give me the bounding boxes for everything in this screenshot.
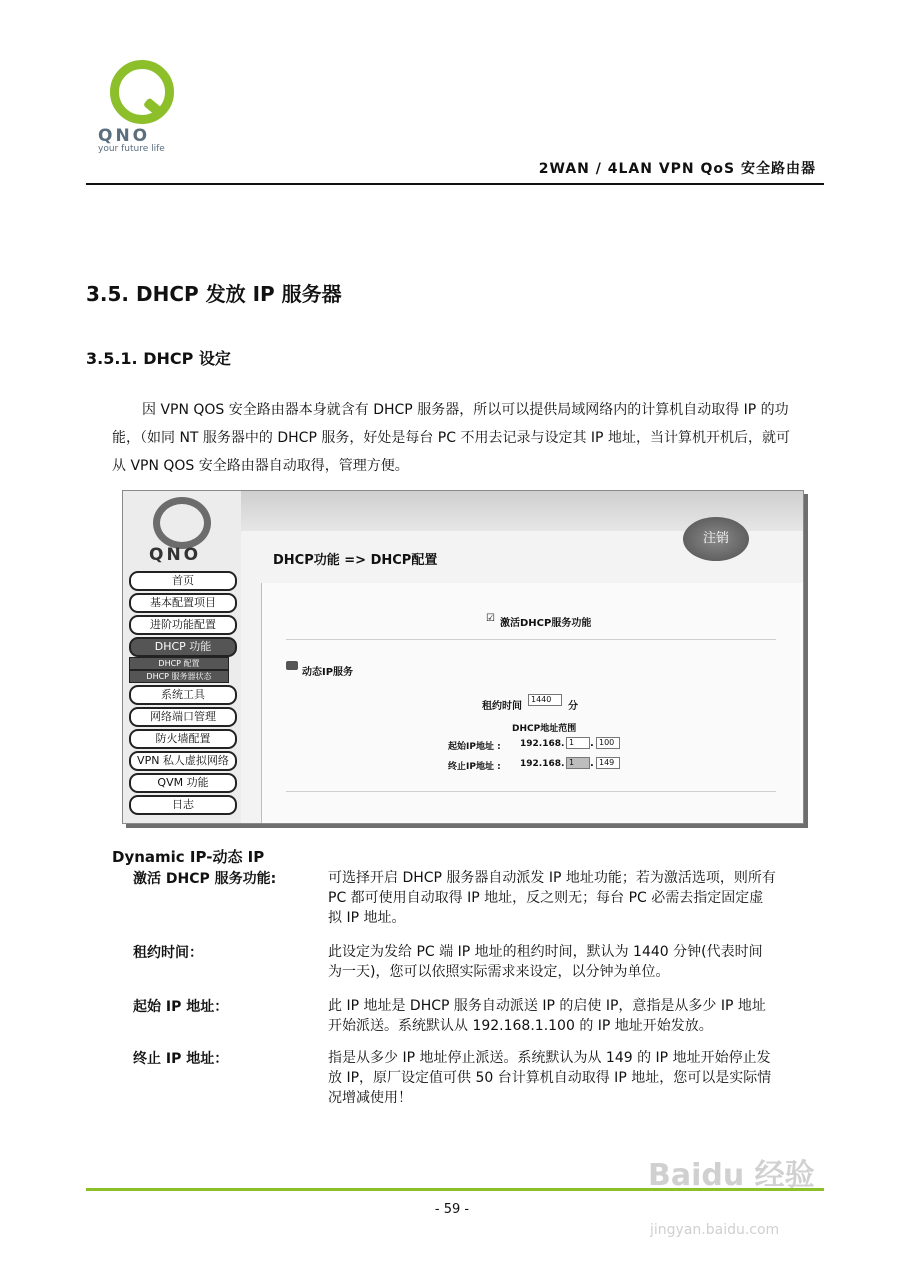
start-ip-last-octet[interactable]: 100 <box>596 737 620 749</box>
menu-port-management[interactable]: 网络端口管理 <box>129 707 237 727</box>
end-ip-last-octet[interactable]: 149 <box>596 757 620 769</box>
screenshot-q-icon <box>153 497 211 549</box>
start-ip-label: 起始IP地址 : <box>448 742 501 752</box>
page-number: - 59 - <box>434 1202 470 1217</box>
subsection-title: 3.5.1. DHCP 设定 <box>86 349 231 368</box>
dynamic-ip-label: 动态IP服务 <box>302 667 354 678</box>
end-ip-prefix: 192.168. <box>520 759 565 769</box>
desc-lease-time: 此设定为发给 PC 端 IP 地址的租约时间，默认为 1440 分钟(代表时间为一天)，您可以依照实际需求来设定，以分钟为单位。 <box>328 944 763 980</box>
term-lease-time: 租约时间： <box>133 945 203 961</box>
logo-tagline: your future life <box>98 144 165 154</box>
dhcp-config-panel <box>261 583 804 823</box>
header-divider <box>86 183 824 185</box>
submenu-dhcp-setup[interactable]: DHCP 配置 <box>129 657 229 670</box>
menu-qvm[interactable]: QVM 功能 <box>129 773 237 793</box>
menu-log[interactable]: 日志 <box>129 795 237 815</box>
submenu-dhcp-status[interactable]: DHCP 服务器状态 <box>129 670 229 683</box>
lease-time-input[interactable]: 1440 <box>528 694 562 706</box>
header-title: 2WAN / 4LAN VPN QoS 安全路由器 <box>538 161 816 177</box>
panel-divider-bottom <box>286 791 776 792</box>
watermark-url: jingyan.baidu.com <box>650 1222 780 1238</box>
screenshot-page-heading: DHCP功能 => DHCP配置 <box>273 553 438 568</box>
lease-time-label: 租约时间 <box>482 701 522 712</box>
menu-firewall[interactable]: 防火墙配置 <box>129 729 237 749</box>
menu-dhcp[interactable]: DHCP 功能 <box>129 637 237 657</box>
logo-brand: QNO <box>98 126 151 146</box>
term-start-ip: 起始 IP 地址： <box>133 999 229 1015</box>
start-ip-third-octet[interactable]: 1 <box>566 737 590 749</box>
intro-paragraph: 因 VPN QOS 安全路由器本身就含有 DHCP 服务器，所以可以提供局域网络内的计算机自动取得 IP 的功能，（如同 NT 服务器中的 DHCP 服务，好处是每台 PC 不用去记录与设定其 IP 地址，当计算机开机后，就可从 VPN QOS 安全路由器自动取得，管理方便。 <box>112 402 790 474</box>
screenshot-brand: QNO <box>149 545 202 565</box>
folder-icon <box>286 661 298 670</box>
start-ip-dot: . <box>590 738 594 749</box>
dhcp-range-label: DHCP地址范围 <box>512 724 577 734</box>
section-title: 3.5. DHCP 发放 IP 服务器 <box>86 282 342 306</box>
enable-dhcp-checkbox[interactable]: ☑ <box>486 613 495 624</box>
menu-advanced[interactable]: 进阶功能配置 <box>129 615 237 635</box>
definitions-heading: Dynamic IP-动态 IP <box>112 848 265 866</box>
desc-start-ip: 此 IP 地址是 DHCP 服务自动派送 IP 的启使 IP，意指是从多少 IP 地址开始派送。系统默认从 192.168.1.100 的 IP 地址开始发放。 <box>328 998 766 1034</box>
end-ip-third-octet: 1 <box>566 757 590 769</box>
desc-enable-dhcp: 可选择开启 DHCP 服务器自动派发 IP 地址功能；若为激活选项，则所有 PC 都可使用自动取得 IP 地址，反之则无；每台 PC 必需去指定固定虚拟 IP 地址。 <box>328 870 776 926</box>
watermark: Baidu 经验 <box>648 1158 815 1193</box>
end-ip-label: 终止IP地址 : <box>448 762 501 772</box>
enable-dhcp-label: 激活DHCP服务功能 <box>500 618 592 629</box>
qno-logo <box>98 60 178 160</box>
menu-vpn[interactable]: VPN 私人虚拟网络 <box>129 751 237 771</box>
start-ip-prefix: 192.168. <box>520 739 565 749</box>
lease-time-unit: 分 <box>568 701 578 712</box>
panel-divider <box>286 639 776 640</box>
end-ip-dot: . <box>590 758 594 769</box>
q-ring-icon <box>110 60 174 124</box>
router-screenshot <box>122 490 804 824</box>
menu-system-tools[interactable]: 系统工具 <box>129 685 237 705</box>
term-end-ip: 终止 IP 地址： <box>133 1051 229 1067</box>
logout-button[interactable]: 注销 <box>683 517 749 561</box>
term-enable-dhcp: 激活 DHCP 服务功能: <box>133 871 277 887</box>
menu-home[interactable]: 首页 <box>129 571 237 591</box>
desc-end-ip: 指是从多少 IP 地址停止派送。系统默认为从 149 的 IP 地址开始停止发放 IP，原厂设定值可供 50 台计算机自动取得 IP 地址，您可以是实际情况增减使用！ <box>328 1050 772 1106</box>
menu-basic-setup[interactable]: 基本配置项目 <box>129 593 237 613</box>
